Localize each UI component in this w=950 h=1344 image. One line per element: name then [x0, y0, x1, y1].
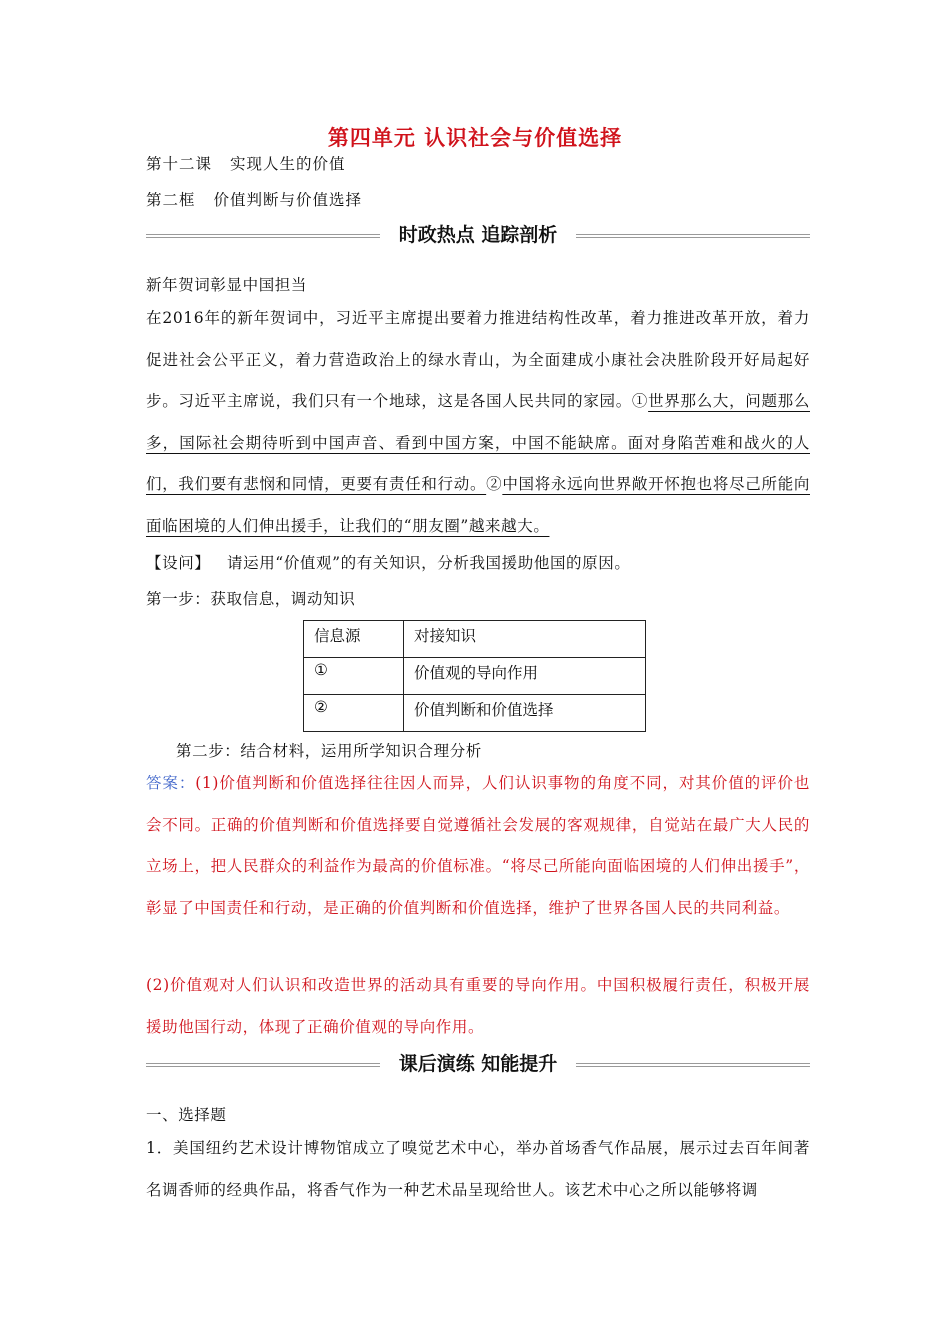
news-body	[146, 298, 810, 547]
question-tag: 【设问】	[146, 554, 211, 572]
answer-tag: 答案：	[146, 774, 196, 792]
exercise-heading: 一、选择题	[146, 1106, 227, 1124]
section-title-practice: 课后演练 知能提升	[398, 1053, 558, 1075]
news-headline: 新年贺词彰显中国担当	[146, 276, 308, 294]
table-header-cell: 信息源	[304, 621, 404, 658]
lesson-number: 第十二课	[146, 155, 213, 173]
section-divider-hotspot	[146, 221, 810, 251]
news-body-underlined-1: 世界那么大，问题那么多，国际社会期待听到中国声音、看到中国方案，中国不能缺席。面对身陷苦难和战火的人们，我们要有悲悯和同情，更要有责任和行动。	[146, 392, 810, 493]
news-body-plain: 在2016年的新年贺词中，习近平主席提出要着力推进结构性改革，着力推进改革开放，着力促进社会公平正义，着力营造政治上的绿水青山，为全面建成小康社会决胜阶段开好局起好步。习近平主席说，我们只有一个地球，这是各国人民共同的家园。①	[146, 309, 810, 410]
news-marker-2: ②	[486, 475, 503, 493]
table-cell: 价值判断和价值选择	[404, 695, 646, 732]
section-title-hotspot: 时政热点 追踪剖析	[398, 224, 558, 246]
table-row	[304, 695, 646, 732]
answer-paragraph-2: (2)价值观对人们认识和改造世界的活动具有重要的导向作用。中国积极履行责任，积极开展援助他国行动，体现了正确价值观的导向作用。	[146, 976, 810, 1036]
table-cell: 价值观的导向作用	[404, 658, 646, 695]
exercise-question-1: 1．美国纽约艺术设计博物馆成立了嗅觉艺术中心，举办首场香气作品展，展示过去百年间著名调香师的经典作品，将香气作为一种艺术品呈现给世人。该艺术中心之所以能够将调	[146, 1139, 810, 1199]
frame-number: 第二框	[146, 191, 196, 209]
unit-title: 第四单元 认识社会与价值选择	[327, 126, 623, 150]
frame-heading	[146, 188, 362, 210]
news-body-underlined-2: 中国将永远向世界敞开怀抱也将尽己所能向面临困境的人们伸出援手，让我们的“朋友圈”越来越大。	[146, 475, 810, 535]
step-two: 第二步：结合材料，运用所学知识合理分析	[176, 742, 482, 760]
answer-paragraph-1	[146, 763, 810, 929]
table-cell: ①	[304, 658, 404, 695]
frame-name: 价值判断与价值选择	[213, 191, 363, 209]
lesson-name: 实现人生的价值	[230, 155, 346, 173]
answer-text-1: (1)价值判断和价值选择往往因人而异，人们认识事物的角度不同，对其价值的评价也会不同。正确的价值判断和价值选择要自觉遵循社会发展的客观规律，自觉站在最广大人民的立场上，把人民群众的利益作为最高的价值标准。“将尽己所能向面临困境的人们伸出援手”，彰显了中国责任和行动，是正确的价值判断和价值选择，维护了世界各国人民的共同利益。	[146, 774, 810, 917]
question	[146, 551, 630, 573]
info-table	[303, 620, 646, 732]
divider-rule-right	[576, 234, 810, 238]
step-one: 第一步：获取信息，调动知识	[146, 590, 356, 608]
question-text: 请运用“价值观”的有关知识，分析我国援助他国的原因。	[227, 554, 631, 572]
table-row	[304, 658, 646, 695]
divider-rule-right	[576, 1063, 810, 1067]
table-cell: ②	[304, 695, 404, 732]
section-divider-practice	[146, 1050, 810, 1080]
lesson-heading	[146, 152, 346, 174]
table-header-row	[304, 621, 646, 658]
table-header-cell: 对接知识	[404, 621, 646, 658]
